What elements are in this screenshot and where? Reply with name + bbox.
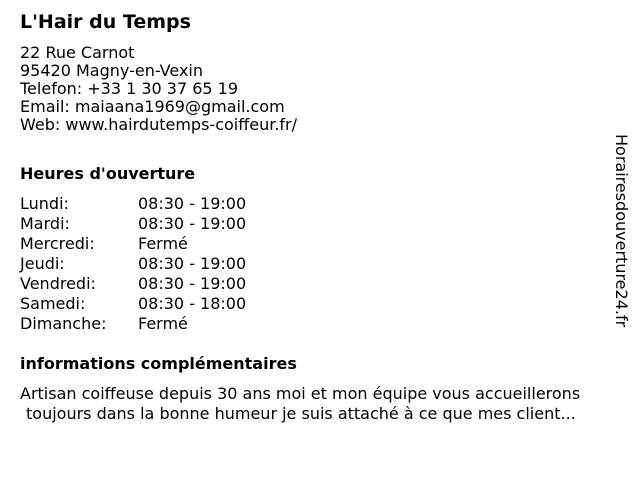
day-label: Vendredi:	[20, 274, 96, 293]
contact-block	[20, 44, 297, 134]
day-hours: 08:30 - 19:00	[138, 214, 247, 233]
day-label: Mercredi:	[20, 234, 95, 253]
additional-info-title: informations complémentaires	[20, 354, 297, 373]
day-label: Mardi:	[20, 214, 70, 233]
day-label: Jeudi:	[20, 254, 65, 273]
description-line-2: toujours dans la bonne humeur je suis attaché à ce que mes client...	[26, 404, 576, 423]
day-hours: 08:30 - 19:00	[138, 254, 247, 273]
day-label: Dimanche:	[20, 314, 107, 333]
day-label: Lundi:	[20, 194, 69, 213]
street-address: 22 Rue Carnot	[20, 43, 135, 62]
day-hours: 08:30 - 19:00	[138, 274, 247, 293]
business-name: L'Hair du Temps	[20, 11, 191, 33]
day-hours: 08:30 - 19:00	[138, 194, 247, 213]
day-hours: Fermé	[138, 314, 188, 333]
day-label: Samedi:	[20, 294, 86, 313]
website-address: Web: www.hairdutemps-coiffeur.fr/	[20, 115, 298, 134]
email-address: Email: maiaana1969@gmail.com	[20, 97, 285, 116]
city-address: 95420 Magny-en-Vexin	[20, 61, 203, 80]
description-line-1: Artisan coiffeuse depuis 30 ans moi et mon équipe vous accueillerons	[20, 384, 581, 403]
phone-number: Telefon: +33 1 30 37 65 19	[20, 79, 239, 98]
site-watermark: Horairesdouverture24.fr	[612, 134, 631, 328]
opening-hours-title: Heures d'ouverture	[20, 164, 196, 183]
day-hours: Fermé	[138, 234, 188, 253]
day-hours: 08:30 - 18:00	[138, 294, 247, 313]
business-description	[20, 384, 630, 424]
